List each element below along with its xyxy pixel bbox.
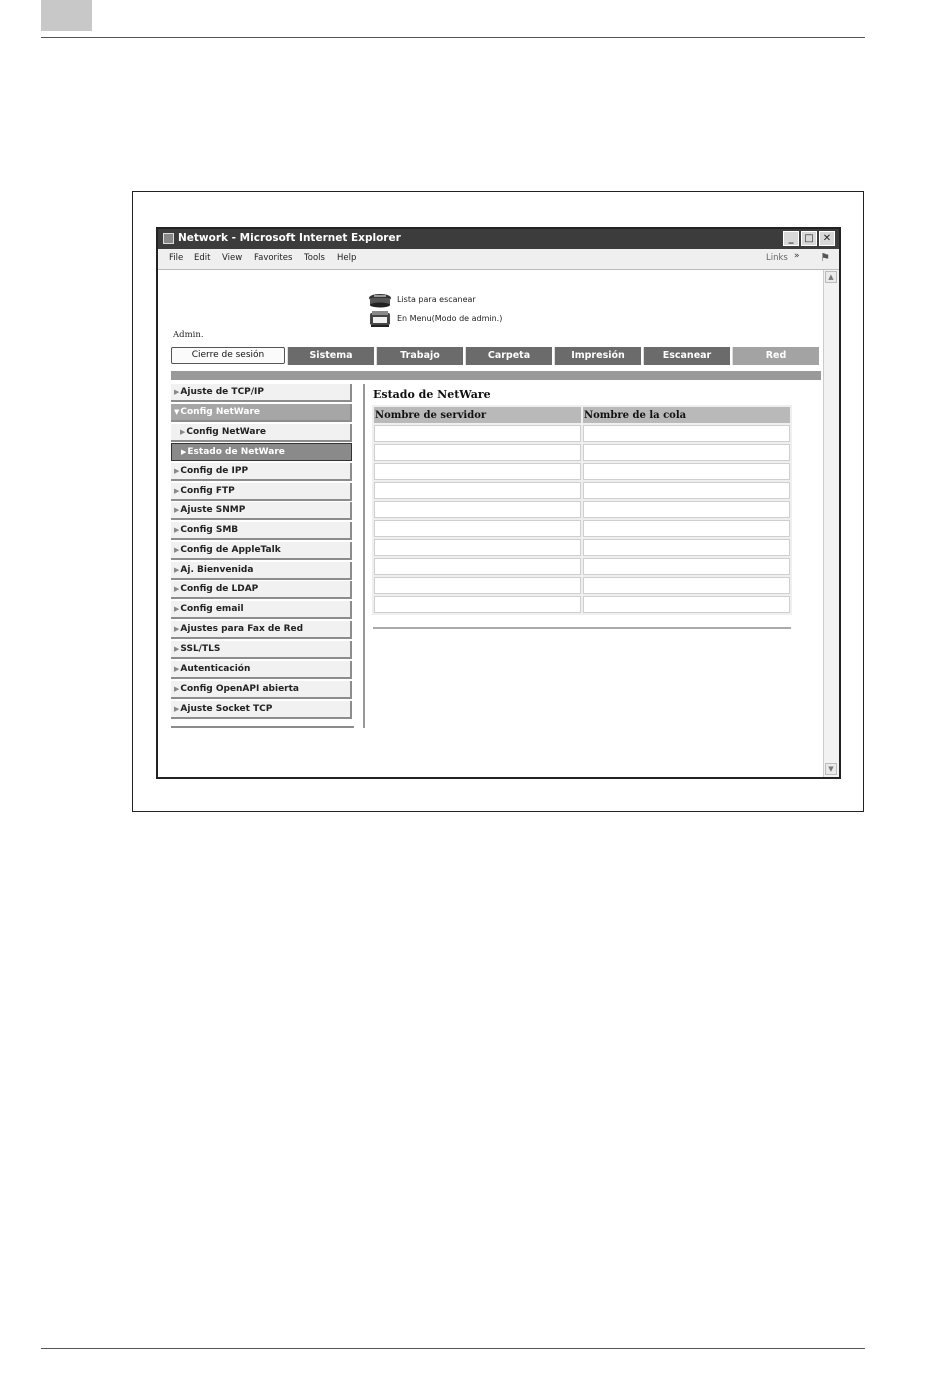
sidebar-item-label: Estado de NetWare <box>187 447 285 457</box>
tab-trabajo[interactable]: Trabajo <box>376 347 463 365</box>
title-bar <box>158 229 839 249</box>
sidebar-item-config-ftp[interactable] <box>171 483 352 501</box>
sidebar-item-label: Config OpenAPI abierta <box>180 684 299 694</box>
table-cell <box>374 482 581 499</box>
content-divider <box>363 384 365 728</box>
table-row <box>374 558 790 575</box>
table-cell <box>583 558 790 575</box>
chevron-right-icon[interactable]: » <box>794 251 800 261</box>
printer-status-icon <box>368 292 392 308</box>
sidebar-item-label: Config de LDAP <box>180 584 259 594</box>
table-row <box>374 501 790 518</box>
logout-button[interactable]: Cierre de sesión <box>171 347 285 364</box>
table-row <box>374 444 790 461</box>
arrow-right-icon: ▶ <box>181 448 187 456</box>
tab-escanear[interactable]: Escanear <box>643 347 730 365</box>
sidebar-item-aj-bienvenida[interactable] <box>171 562 352 580</box>
scroll-down-icon[interactable]: ▼ <box>825 763 837 775</box>
page-corner-tab <box>41 0 92 31</box>
sidebar-item-ajustes-fax-red[interactable] <box>171 621 352 639</box>
sidebar-item-autenticacion[interactable] <box>171 661 352 679</box>
page-content <box>158 270 823 777</box>
minimize-button[interactable]: _ <box>783 231 799 246</box>
status-admin-text: En Menu(Modo de admin.) <box>397 314 503 323</box>
tab-carpeta[interactable]: Carpeta <box>465 347 552 365</box>
table-row <box>374 577 790 594</box>
sidebar-item-label: Config NetWare <box>180 407 260 417</box>
tab-impresion[interactable]: Impresión <box>554 347 641 365</box>
column-header-cola: Nombre de la cola <box>583 407 790 423</box>
table-cell <box>374 463 581 480</box>
maximize-button[interactable]: □ <box>801 231 817 246</box>
table-cell <box>374 539 581 556</box>
arrow-right-icon: ▶ <box>174 685 180 693</box>
printer-admin-icon <box>368 310 392 328</box>
windows-flag-icon: ⚑ <box>820 251 830 264</box>
vertical-scrollbar[interactable] <box>823 270 839 777</box>
arrow-right-icon: ▶ <box>174 546 180 554</box>
sidebar-item-label: Aj. Bienvenida <box>180 565 254 575</box>
table-cell <box>583 577 790 594</box>
scroll-up-icon[interactable]: ▲ <box>825 271 837 283</box>
ie-page-icon <box>163 233 174 244</box>
sidebar-item-ajuste-tcp-ip[interactable] <box>171 384 352 402</box>
table-cell <box>583 444 790 461</box>
links-toolbar[interactable]: Links <box>766 253 788 263</box>
tab-underline-band <box>171 371 821 380</box>
menu-tools[interactable]: Tools <box>304 253 325 263</box>
arrow-right-icon: ▶ <box>174 506 180 514</box>
table-cell <box>374 596 581 613</box>
table-header-row <box>374 407 790 423</box>
arrow-right-icon: ▶ <box>174 467 180 475</box>
sidebar-item-estado-netware[interactable] <box>171 443 352 461</box>
sidebar-item-config-ipp[interactable] <box>171 463 352 481</box>
tab-sistema[interactable]: Sistema <box>287 347 374 365</box>
sidebar-item-config-netware[interactable] <box>171 424 352 442</box>
window-title: Network - Microsoft Internet Explorer <box>178 232 401 244</box>
menu-bar <box>158 249 839 270</box>
sidebar-item-label: Config de AppleTalk <box>180 545 281 555</box>
sidebar-item-config-netware-group[interactable] <box>171 404 352 422</box>
table-cell <box>374 444 581 461</box>
menu-help[interactable]: Help <box>337 253 357 263</box>
table-cell <box>583 501 790 518</box>
sidebar-item-config-email[interactable] <box>171 601 352 619</box>
arrow-right-icon: ▶ <box>174 487 180 495</box>
sidebar-item-config-smb[interactable] <box>171 522 352 540</box>
arrow-right-icon: ▶ <box>174 526 180 534</box>
table-cell <box>374 425 581 442</box>
sidebar-item-label: SSL/TLS <box>180 644 221 654</box>
page-title: Estado de NetWare <box>373 388 491 401</box>
sidebar-item-label: Config FTP <box>180 486 235 496</box>
table-row <box>374 482 790 499</box>
tab-red[interactable]: Red <box>732 347 819 365</box>
menu-file[interactable]: File <box>169 253 184 263</box>
sidebar-item-label: Config SMB <box>180 525 239 535</box>
table-row <box>374 596 790 613</box>
sidebar-item-label: Ajuste SNMP <box>180 505 246 515</box>
status-ready-text: Lista para escanear <box>397 295 476 304</box>
sidebar-item-label: Ajuste de TCP/IP <box>180 387 264 397</box>
browser-window <box>156 227 841 779</box>
table-row <box>374 463 790 480</box>
sidebar-item-config-appletalk[interactable] <box>171 542 352 560</box>
arrow-right-icon: ▶ <box>174 645 180 653</box>
arrow-right-icon: ▶ <box>174 625 180 633</box>
table-cell <box>374 577 581 594</box>
sidebar-item-label: Ajuste Socket TCP <box>180 704 273 714</box>
sidebar-item-label: Config NetWare <box>186 427 266 437</box>
arrow-right-icon: ▶ <box>174 566 180 574</box>
arrow-right-icon: ▶ <box>174 705 180 713</box>
menu-favorites[interactable]: Favorites <box>254 253 293 263</box>
table-row <box>374 425 790 442</box>
arrow-right-icon: ▶ <box>174 585 180 593</box>
arrow-right-icon: ▶ <box>180 428 186 436</box>
header-rule <box>41 37 865 38</box>
netware-status-table <box>372 405 792 615</box>
column-header-servidor: Nombre de servidor <box>374 407 581 423</box>
arrow-right-icon: ▶ <box>174 388 180 396</box>
sidebar-item-ajuste-socket-tcp[interactable] <box>171 701 352 719</box>
arrow-right-icon: ▶ <box>174 665 180 673</box>
menu-view[interactable]: View <box>222 253 243 263</box>
sidebar-item-label: Ajustes para Fax de Red <box>180 624 304 634</box>
menu-edit[interactable]: Edit <box>194 253 211 263</box>
main-tab-bar <box>171 347 821 365</box>
table-row <box>374 539 790 556</box>
table-cell <box>583 520 790 537</box>
table-cell <box>583 463 790 480</box>
table-cell <box>583 596 790 613</box>
table-bottom-rule <box>373 627 791 629</box>
table-cell <box>374 501 581 518</box>
table-cell <box>374 520 581 537</box>
close-button[interactable]: ✕ <box>819 231 835 246</box>
user-mode-label: Admin. <box>173 330 204 340</box>
table-row <box>374 520 790 537</box>
footer-rule <box>41 1348 865 1349</box>
sidebar-item-label: Config email <box>180 604 244 614</box>
table-cell <box>583 539 790 556</box>
arrow-down-icon: ▼ <box>174 408 180 416</box>
arrow-right-icon: ▶ <box>174 605 180 613</box>
table-cell <box>583 482 790 499</box>
table-cell <box>374 558 581 575</box>
sidebar-item-config-ldap[interactable] <box>171 581 352 599</box>
sidebar-bottom-rule <box>171 726 354 728</box>
table-cell <box>583 425 790 442</box>
sidebar-item-ssl-tls[interactable] <box>171 641 352 659</box>
sidebar-item-ajuste-snmp[interactable] <box>171 502 352 520</box>
sidebar-item-label: Config de IPP <box>180 466 249 476</box>
sidebar-item-label: Autenticación <box>180 664 251 674</box>
sidebar-item-config-openapi[interactable] <box>171 681 352 699</box>
